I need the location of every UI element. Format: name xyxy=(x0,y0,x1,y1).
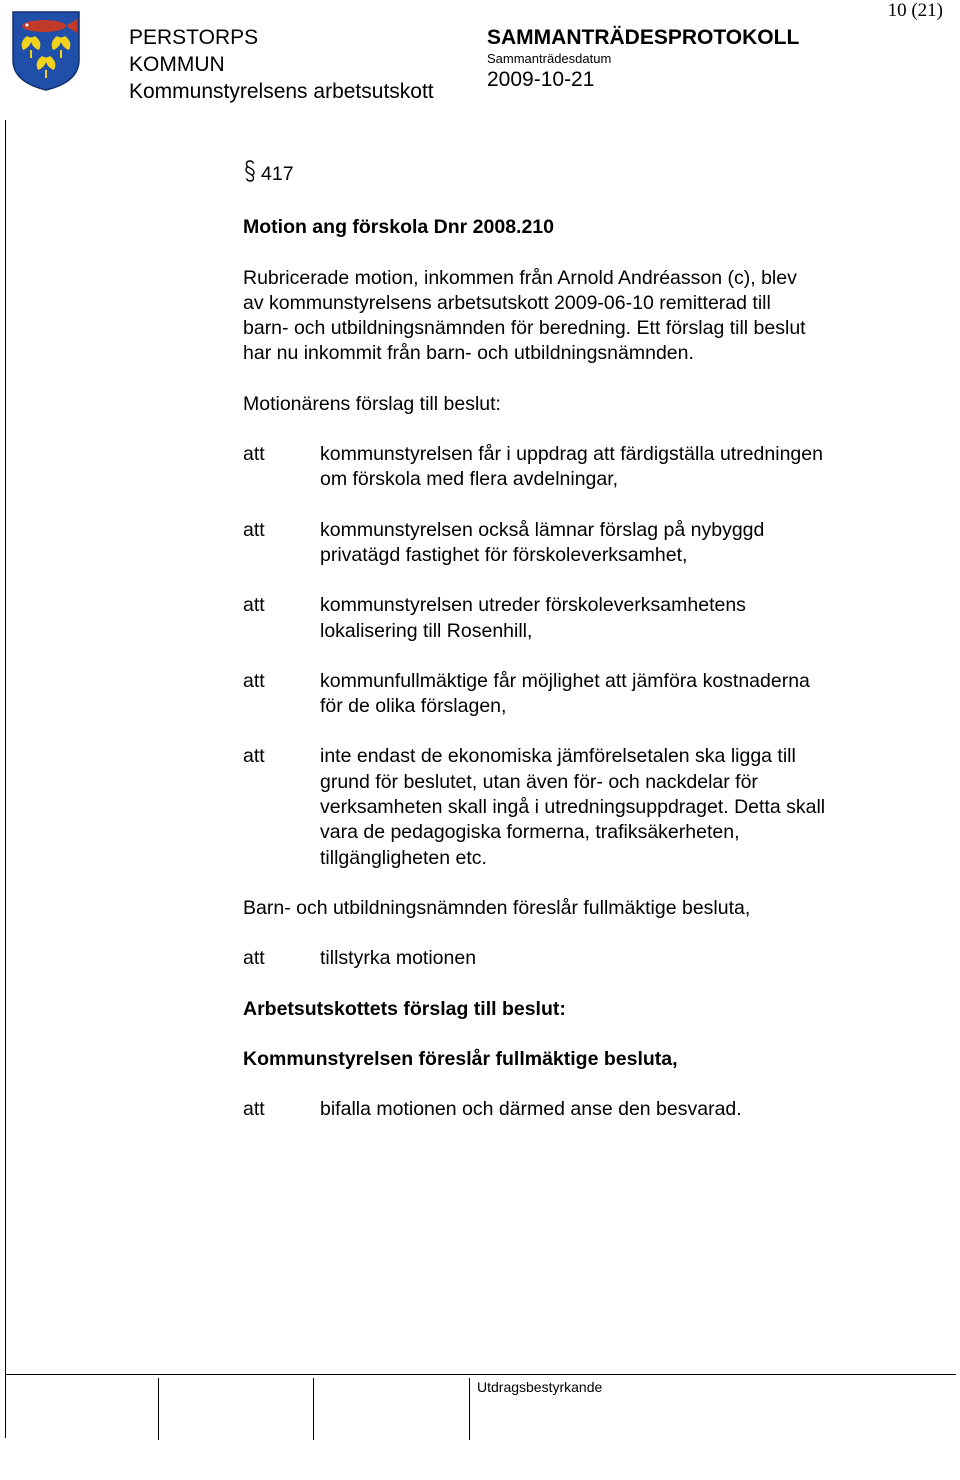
section-number: 417 xyxy=(261,163,294,185)
signature-box-divider xyxy=(313,1378,314,1440)
motion-item xyxy=(243,442,933,493)
motion-item xyxy=(243,518,933,569)
intro-paragraph: Rubricerade motion, inkommen från Arnold Andréasson (c), blev av kommunstyrelsens arbetsutskott 2009-06-10 remitterad till barn- och utbildningsnämnden för beredning. Ett förslag till beslut har nu inkommit från barn- och utbildningsnämnden. xyxy=(243,266,806,365)
org-committee: Kommunstyrelsens arbetsutskott xyxy=(129,80,434,103)
motion-heading: Motionärens förslag till beslut: xyxy=(243,392,501,415)
att-label: att xyxy=(243,443,265,466)
item-title: Motion ang förskola Dnr 2008.210 xyxy=(243,216,555,239)
left-margin-line xyxy=(5,120,6,1438)
motion-item-text: kommunstyrelsen får i uppdrag att färdigställa utredningen om förskola med flera avdelningar, xyxy=(320,443,823,491)
ks-item xyxy=(243,1097,933,1122)
motion-item xyxy=(243,593,933,644)
document-body xyxy=(243,159,933,1147)
ks-item-text: bifalla motionen och därmed anse den besvarad. xyxy=(320,1098,742,1121)
motion-item-text: inte endast de ekonomiska jämförelsetalen ska ligga till grund för beslutet, utan även för- och nackdelar för verksamheten skall ingå i utredningsuppdraget. Detta skall vara de pedagogiska formerna, trafiksäkerheten, tillgängligheten etc. xyxy=(320,745,826,869)
meeting-date: 2009-10-21 xyxy=(487,68,595,91)
organization-block xyxy=(129,24,434,105)
org-name-line1: PERSTORPS xyxy=(129,26,259,49)
motion-item xyxy=(243,669,933,720)
motion-item-text: kommunstyrelsen också lämnar förslag på nybyggd privatägd fastighet för förskoleverksamhet, xyxy=(320,518,765,566)
ks-proposal-heading: Kommunstyrelsen föreslår fullmäktige besluta, xyxy=(243,1047,678,1070)
att-label: att xyxy=(243,745,265,768)
att-label: att xyxy=(243,518,265,541)
au-proposal-heading: Arbetsutskottets förslag till beslut: xyxy=(243,997,566,1020)
att-label: att xyxy=(243,947,265,970)
coat-of-arms-logo xyxy=(11,10,81,92)
bun-item xyxy=(243,946,933,971)
section-number-row xyxy=(243,159,933,190)
footer-line xyxy=(5,1374,956,1375)
org-name-line2: KOMMUN xyxy=(129,53,225,76)
section-sign-icon xyxy=(243,159,257,190)
signature-box-divider xyxy=(158,1378,159,1440)
meeting-date-label: Sammanträdesdatum xyxy=(487,51,612,66)
motion-item-text: kommunstyrelsen utreder förskoleverksamhetens lokalisering till Rosenhill, xyxy=(320,594,746,642)
motion-item-text: kommunfullmäktige får möjlighet att jämföra kostnaderna för de olika förslagen, xyxy=(320,669,810,718)
extract-certification-label: Utdragsbestyrkande xyxy=(477,1379,603,1395)
page-number: 10 (21) xyxy=(887,0,943,21)
att-label: att xyxy=(243,669,265,692)
motion-item xyxy=(243,744,933,870)
bun-proposal: Barn- och utbildningsnämnden föreslår fullmäktige besluta, xyxy=(243,896,751,919)
protocol-title: SAMMANTRÄDESPROTOKOLL xyxy=(487,26,800,49)
bun-item-text: tillstyrka motionen xyxy=(320,947,477,970)
signature-box-divider xyxy=(469,1378,470,1440)
att-label: att xyxy=(243,1098,265,1121)
att-label: att xyxy=(243,594,265,617)
protocol-block xyxy=(487,24,799,93)
